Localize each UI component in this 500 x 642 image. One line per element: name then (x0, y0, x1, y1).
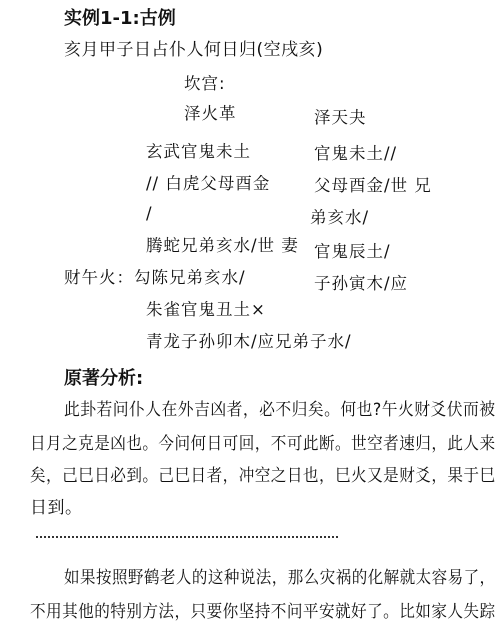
right-line-5: 子孙寅木/应 (314, 274, 409, 293)
left-line-4: 腾蛇兄弟亥水/世 妻 (146, 236, 299, 255)
analysis-heading: 原著分析: (64, 368, 144, 389)
analysis-line-3: 矣，己巳日必到。己巳日者，冲空之日也，巳火又是财爻，果于巳 (30, 466, 496, 486)
right-line-3: 弟亥水/ (310, 208, 370, 227)
commentary-line-1: 如果按照野鹤老人的这种说法，那么灾祸的化解就太容易了， (64, 568, 496, 588)
left-line-1: 玄武官鬼未土 (146, 142, 251, 161)
commentary-line-2: 不用其他的特别方法，只要你坚持不问平安就好了。比如家人失踪 (30, 602, 496, 622)
question-line: 亥月甲子日占仆人何日归(空戌亥) (64, 40, 324, 60)
left-line-2: // 白虎父母酉金 (146, 174, 271, 193)
left-line-5: 财午火：勾陈兄弟亥水/ (64, 268, 246, 287)
right-line-4: 官鬼辰土/ (314, 242, 391, 261)
left-line-7: 青龙子孙卯木/应兄弟子水/ (146, 332, 352, 351)
right-gua-name: 泽天夬 (314, 108, 367, 127)
right-line-2: 父母酉金/世 兄 (314, 176, 432, 195)
left-gua-name: 泽火革 (184, 104, 237, 123)
analysis-line-4: 日到。 (30, 498, 83, 518)
analysis-line-1: 此卦若问仆人在外吉凶者，必不归矣。何也?午火财爻伏而被 (64, 400, 496, 420)
left-line-6: 朱雀官鬼丑土× (146, 300, 266, 319)
right-line-1: 官鬼未土// (314, 144, 398, 163)
palace-label: 坎宫: (184, 74, 226, 93)
analysis-line-2: 日月之克是凶也。今问何日可回，不可此断。世空者速归，此人来 (30, 434, 496, 454)
dotted-separator (36, 536, 338, 538)
example-heading: 实例1-1:古例 (64, 8, 176, 29)
left-line-3: / (146, 204, 153, 223)
